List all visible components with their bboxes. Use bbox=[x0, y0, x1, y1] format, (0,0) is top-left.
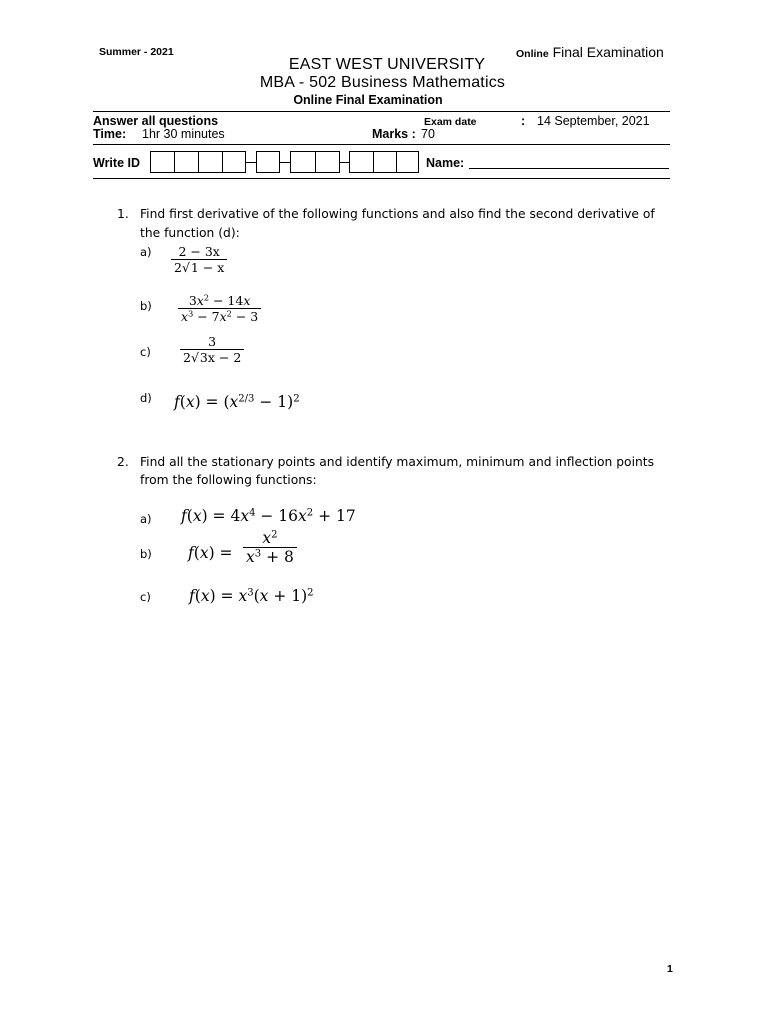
q1-number: 1. bbox=[117, 207, 129, 221]
id-box-group-3[interactable] bbox=[290, 151, 340, 173]
exam-title: Online Final Examination bbox=[293, 93, 443, 107]
answer-all-label: Answer all questions bbox=[93, 114, 219, 128]
header-rule-top bbox=[93, 111, 670, 112]
time-label: Time: bbox=[93, 127, 127, 141]
marks-value: 70 bbox=[421, 127, 435, 141]
id-box-group-2[interactable] bbox=[256, 151, 280, 173]
q1-d-expression: $f(x) = (x^{2/3} - 1)^2$ bbox=[174, 393, 300, 411]
info-rule bbox=[93, 144, 670, 145]
course-title: MBA - 502 Business Mathematics bbox=[259, 74, 506, 91]
q2-text-line2: from the following functions: bbox=[140, 473, 317, 487]
id-box-group-4[interactable] bbox=[349, 151, 419, 173]
page-number: 1 bbox=[667, 963, 673, 975]
online-word: Online bbox=[516, 48, 549, 60]
university-name: EAST WEST UNIVERSITY bbox=[288, 56, 486, 73]
q2-b-fraction: $x^2$ $x^3 + 8$ bbox=[243, 529, 297, 566]
exam-date-label: Exam date bbox=[424, 116, 477, 128]
term-label: Summer - 2021 bbox=[99, 46, 174, 58]
q2-b-label: b) bbox=[140, 547, 152, 561]
q2-b-lhs: f(x) = bbox=[188, 544, 233, 562]
q1-text-line1: Find first derivative of the following functions and also find the second derivative of bbox=[140, 207, 655, 221]
q1-a-label: a) bbox=[140, 245, 152, 259]
q1-c-label: c) bbox=[140, 345, 151, 359]
q1-a-expression: 2 − 3x 2√1 − x bbox=[171, 244, 227, 275]
marks-label: Marks : bbox=[372, 127, 416, 141]
q2-a-expression: $f(x) = 4x^4 - 16x^2 + 17$ bbox=[181, 507, 356, 525]
q1-c-expression: 3 2√3x − 2 bbox=[180, 334, 244, 365]
write-id-label: Write ID bbox=[93, 156, 140, 170]
id-dash-1 bbox=[246, 162, 256, 163]
exam-date-colon: : bbox=[521, 114, 526, 128]
q2-a-label: a) bbox=[140, 512, 152, 526]
q2-text-line1: Find all the stationary points and identify maximum, minimum and inflection points bbox=[140, 455, 655, 469]
name-label: Name: bbox=[426, 156, 465, 170]
q2-c-expression: $f(x) = x^3(x + 1)^2$ bbox=[189, 587, 314, 605]
q1-b-label: b) bbox=[140, 299, 152, 313]
exam-date-value: 14 September, 2021 bbox=[537, 114, 650, 128]
id-dash-2 bbox=[280, 162, 290, 163]
q2-c-label: c) bbox=[140, 590, 151, 604]
name-input-line[interactable] bbox=[469, 168, 669, 169]
id-box-group-1[interactable] bbox=[150, 151, 246, 173]
q1-b-expression: $3x^2 - 14x$ $x^3 - 7x^2 - 3$ bbox=[178, 293, 261, 324]
info-rule-bottom bbox=[93, 178, 670, 179]
time-value: 1hr 30 minutes bbox=[142, 127, 225, 141]
final-exam-word: Final Examination bbox=[552, 44, 664, 60]
q1-text-line2: the function (d): bbox=[140, 226, 240, 240]
q1-d-label: d) bbox=[140, 391, 152, 405]
q2-number: 2. bbox=[117, 455, 129, 469]
